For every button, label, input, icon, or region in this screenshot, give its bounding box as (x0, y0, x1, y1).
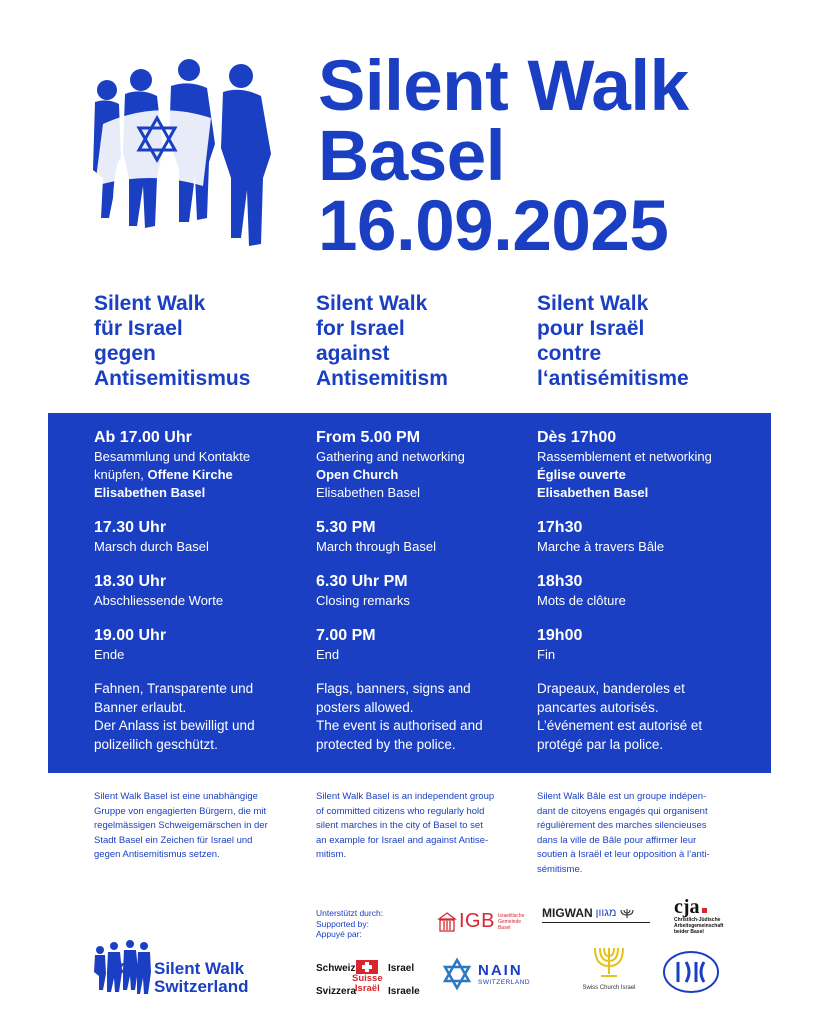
about-fr (537, 790, 737, 877)
about-de (94, 790, 294, 863)
about-line: silent marches in the city of Basel to set (316, 820, 483, 831)
heading-line: Antisemitism (316, 367, 448, 390)
schedule-time: Ab 17.00 Uhr (94, 429, 192, 446)
ssi-line: Israel (388, 963, 415, 974)
support-label (316, 908, 383, 940)
schedule-desc (537, 448, 747, 502)
schedule-desc: Marche à travers Bâle (537, 539, 665, 554)
schedule-item (316, 428, 526, 502)
brand-line: Silent Walk (154, 959, 245, 978)
desc-line: Rassemblement et networking (537, 449, 712, 464)
venue-name: Elisabethen Basel (94, 485, 206, 500)
note-line: Fahnen, Transparente und (94, 681, 254, 696)
support-line: Unterstützt durch: (316, 908, 384, 918)
about-line: regelmässigen Schweigemärschen in der (94, 820, 268, 831)
silent-walkers-illustration (85, 58, 285, 254)
schedule-item (537, 572, 747, 610)
heading-line: Antisemitismus (94, 367, 251, 390)
desc-line (94, 466, 304, 484)
about-line: an example for Israel and against Antise- (316, 834, 489, 846)
schedule-item (316, 518, 526, 556)
brand-line: Switzerland (154, 977, 249, 996)
schedule-item (537, 626, 747, 664)
schweiz-israel-logo (316, 960, 420, 997)
ssi-line: Svizzera (316, 986, 357, 997)
schedule-item (94, 518, 304, 556)
about-en (316, 790, 516, 863)
event-note (94, 680, 304, 754)
schedule-item (94, 572, 304, 610)
igb-sub-line: Gemeinde (497, 918, 522, 925)
about-line: régulièrement des marches silencieuses (537, 820, 707, 831)
note-line: Drapeaux, banderoles et (537, 681, 685, 696)
migwan-hebrew-text: מגוון (595, 907, 617, 919)
ssi-line: Israël (354, 983, 380, 994)
schedule-en (316, 428, 526, 754)
event-note (537, 680, 747, 754)
about-line: dans la ville de Bâle pour affirmer leur (537, 834, 697, 846)
note-line: pancartes autorisés. (537, 699, 659, 715)
migwan-logo (542, 906, 654, 923)
support-line: Appuyé par: (316, 929, 362, 939)
schedule-desc (94, 448, 304, 502)
cja-text: cja (674, 896, 700, 918)
desc-text: knüpfen, (94, 467, 148, 482)
note-line: polizeilich geschützt. (94, 736, 218, 752)
title-date: 16.09.2025 (318, 187, 669, 266)
heading-line: for Israel (316, 317, 405, 340)
schedule-time: 19.00 Uhr (94, 627, 167, 644)
nain-logo (440, 957, 530, 991)
schedule-item (537, 428, 747, 502)
note-line: L’événement est autorisé et (537, 718, 703, 733)
cja-sub-line: Arbeitsgemeinschaft (674, 923, 724, 929)
cja-sub-line: beider Basel (674, 929, 704, 935)
schedule-time: 7.00 PM (316, 627, 376, 644)
venue-name: Elisabethen Basel (537, 485, 649, 500)
schedule-item (537, 518, 747, 556)
venue-name: Open Church (316, 467, 399, 482)
about-line: sémitisme. (537, 863, 583, 875)
schedule-time: 17h30 (537, 519, 583, 536)
igb-text: IGB (459, 910, 495, 932)
heading-line: Silent Walk (316, 292, 428, 315)
nain-subtext: SWITZERLAND (478, 978, 531, 986)
emblem-logo-icon (662, 950, 720, 994)
ssi-line: Suisse (352, 973, 383, 984)
schedule-desc: Ende (94, 647, 125, 662)
nain-star-icon (440, 957, 474, 991)
schedule-desc: Marsch durch Basel (94, 539, 209, 554)
igb-sub-line: Israelitische (497, 912, 525, 919)
igb-logo (437, 910, 524, 933)
schedule-time: 19h00 (537, 627, 583, 644)
heading-line: against (316, 342, 390, 365)
cja-subtext (674, 917, 723, 935)
schedule-time: 18.30 Uhr (94, 573, 167, 590)
about-line: Silent Walk Basel is an independent group (316, 791, 495, 802)
heading-line: l‘antisémitisme (537, 367, 689, 390)
ssi-line: Israele (388, 986, 420, 997)
cja-sub-line: Christlich-Jüdische (674, 917, 721, 923)
schedule-desc: Mots de clôture (537, 593, 626, 608)
note-line: Banner erlaubt. (94, 699, 187, 715)
schedule-fr (537, 428, 747, 754)
heading-line: gegen (94, 342, 156, 365)
title-line-2: Basel (318, 117, 505, 196)
schedule-desc: Abschliessende Worte (94, 593, 224, 608)
schedule-item (94, 626, 304, 664)
igb-subtext (498, 913, 524, 931)
swiss-church-text: Swiss Church Israel (582, 985, 636, 991)
schedule-time: 18h30 (537, 573, 583, 590)
schedule-desc (316, 448, 526, 502)
migwan-divider (542, 922, 650, 923)
schedule-desc: Fin (537, 647, 556, 662)
menorah-icon (619, 907, 635, 919)
cja-logo (674, 897, 723, 935)
schedule-time: 6.30 Uhr PM (316, 573, 408, 590)
support-line: Supported by: (316, 918, 369, 929)
heading-line: Silent Walk (537, 292, 649, 315)
note-line: protected by the police. (316, 736, 456, 752)
event-title (318, 47, 689, 266)
note-line: protégé par la police. (537, 736, 664, 752)
igb-building-icon (437, 911, 457, 933)
heading-line: pour Israël (537, 317, 645, 340)
ssi-line: Schweiz (316, 963, 356, 974)
nain-text: NAIN (478, 961, 523, 979)
ssi-right (388, 962, 420, 998)
about-line: gegen Antisemitismus setzen. (94, 849, 220, 860)
ssi-left (316, 962, 356, 998)
schedule-desc: Closing remarks (316, 593, 410, 608)
venue-name: Offene Kirche (147, 467, 233, 482)
schedule-time: From 5.00 PM (316, 429, 421, 446)
schedule-desc: End (316, 647, 340, 662)
schedule-desc: March through Basel (316, 539, 436, 554)
schedule-item (316, 626, 526, 664)
silent-walk-logo-icon (92, 940, 152, 996)
about-line: Silent Walk Bâle est un groupe indépen- (537, 791, 707, 802)
migwan-text: MIGWAN (542, 906, 593, 920)
about-line: soutien à Israël et leur opposition à l’anti- (537, 849, 710, 860)
note-line: Der Anlass ist bewilligt und (94, 718, 255, 733)
about-line: dant de citoyens engagés qui organisent (537, 805, 708, 817)
cja-dot-icon (702, 908, 707, 913)
about-line: of committed citizens who regularly hold (316, 805, 485, 817)
event-note (316, 680, 526, 754)
heading-line: für Israel (94, 317, 183, 340)
about-line: Gruppe von engagierten Bürgern, die mit (94, 805, 267, 817)
about-line: Silent Walk Basel ist eine unabhängige (94, 791, 258, 802)
about-line: mitism. (316, 849, 347, 860)
note-line: Flags, banners, signs and (316, 681, 471, 696)
schedule-item (94, 428, 304, 502)
swiss-cross-icon (356, 960, 378, 974)
heading-en (316, 291, 448, 391)
note-line: The event is authorised and (316, 718, 483, 733)
note-line: posters allowed. (316, 699, 414, 715)
venue-name: Elisabethen Basel (316, 485, 421, 500)
heading-de (94, 291, 250, 391)
swiss-church-israel-logo (566, 944, 652, 991)
schedule-de (94, 428, 304, 754)
nain-text-block (478, 963, 530, 986)
heading-fr (537, 291, 689, 391)
brand-name (154, 960, 248, 996)
heading-line: contre (537, 342, 602, 365)
igb-sub-line: Basel (497, 924, 511, 931)
schedule-time: Dès 17h00 (537, 429, 617, 446)
ssi-center (352, 974, 383, 994)
desc-line: Besammlung und Kontakte (94, 449, 251, 464)
desc-line: Gathering and networking (316, 449, 465, 464)
about-line: Stadt Basel ein Zeichen für Israel und (94, 834, 253, 846)
schedule-time: 5.30 PM (316, 519, 376, 536)
title-line-1: Silent Walk (318, 47, 689, 126)
menorah-icon (589, 944, 629, 980)
schedule-time: 17.30 Uhr (94, 519, 167, 536)
schedule-item (316, 572, 526, 610)
venue-name: Église ouverte (537, 467, 626, 482)
heading-line: Silent Walk (94, 292, 206, 315)
